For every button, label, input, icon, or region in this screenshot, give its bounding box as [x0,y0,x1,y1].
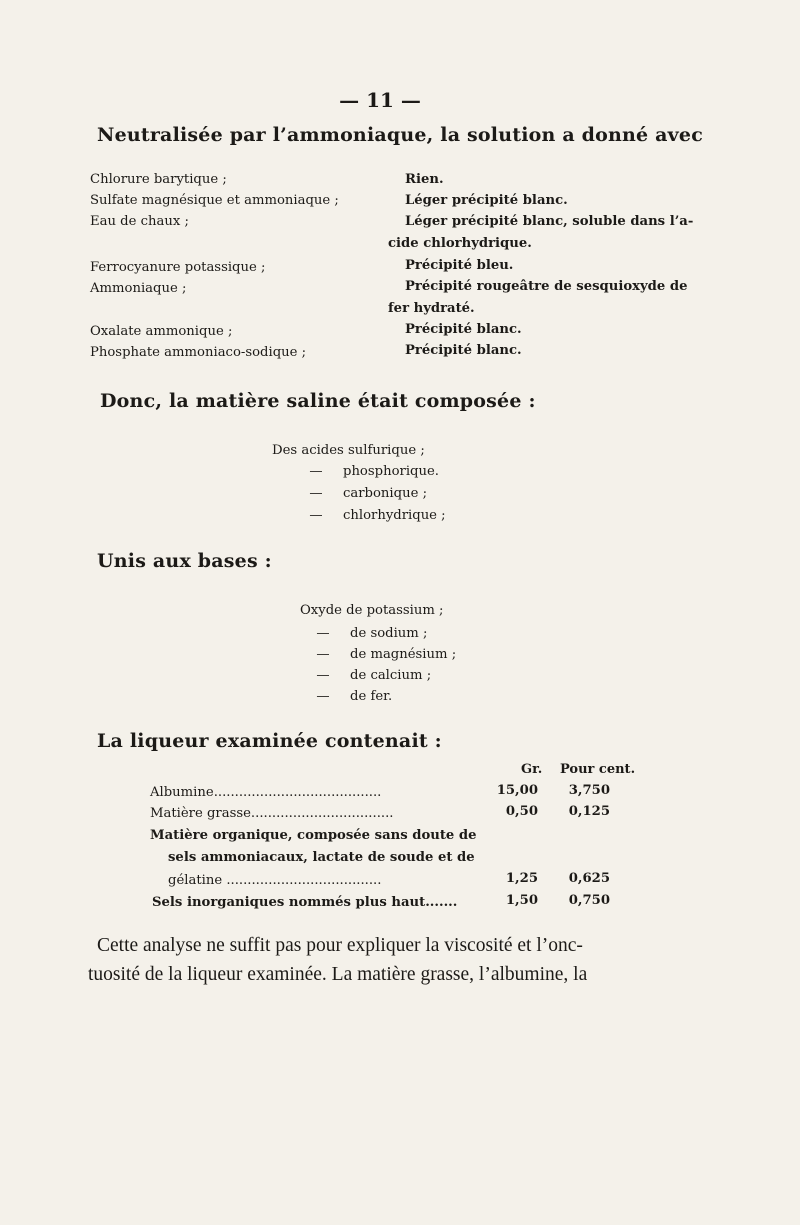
page-number: — 11 — [339,88,421,112]
reagent-name: Eau de chaux ; [90,214,189,229]
base-item: Oxyde de potassium ; [300,603,444,618]
table-row-label-continued: gélatine ..................................... [168,873,382,888]
reagent-result: Rien. [405,172,444,187]
reagent-result-continued: cide chlorhydrique. [388,236,532,251]
column-header-percent: Pour cent. [560,762,636,777]
column-header-gr: Gr. [521,762,543,777]
table-cell-percent: 0,625 [568,871,610,886]
base-item: — de fer. [312,689,392,704]
dash-mark: — [316,626,330,641]
dash-mark: — [309,464,323,479]
reagent-name: Oxalate ammonique ; [90,324,233,339]
saline-heading: Donc, la matière saline était composée : [100,390,536,412]
table-cell-percent: 3,750 [568,783,610,798]
base-item: — de sodium ; [312,626,427,641]
reagent-result-continued: fer hydraté. [388,301,475,316]
reagent-result: Léger précipité blanc. [405,193,568,208]
base-item: — de magnésium ; [312,647,456,662]
reagent-result: Précipité rougeâtre de sesquioxyde de [405,279,688,294]
table-row-label: Matière organique, composée sans doute de [150,828,477,843]
table-cell-gr: 1,25 [505,871,538,886]
table-cell-gr: 1,50 [505,893,538,908]
closing-paragraph-line: Cette analyse ne suffit pas pour expliquer la viscosité et l’onc- [97,935,583,956]
reagent-name: Chlorure barytique ; [90,172,227,187]
dash-mark: — [309,486,323,501]
reagent-name: Sulfate magnésique et ammoniaque ; [90,193,339,208]
acid-item: Des acides sulfurique ; [272,443,425,458]
reagent-result: Précipité bleu. [405,258,514,273]
base-item: — de calcium ; [312,668,431,683]
table-cell-percent: 0,125 [568,804,610,819]
table-cell-percent: 0,750 [568,893,610,908]
acid-item: — chlorhydrique ; [305,508,446,523]
bases-heading: Unis aux bases : [97,550,272,572]
closing-paragraph-line: tuosité de la liqueur examinée. La matière grasse, l’albumine, la [88,964,588,985]
dash-mark: — [316,668,330,683]
table-row-label: Matière grasse.................................. [150,806,394,821]
reagent-name: Ferrocyanure potassique ; [90,260,266,275]
table-row-label-continued: sels ammoniacaux, lactate de soude et de [168,850,475,865]
dash-mark: — [309,508,323,523]
acid-item: — phosphorique. [305,464,439,479]
table-row-label: Sels inorganiques nommés plus haut....... [152,895,458,910]
dash-mark: — [316,647,330,662]
reagent-name: Phosphate ammoniaco-sodique ; [90,345,307,360]
dash-mark: — [316,689,330,704]
table-row-label: Albumine........................................ [150,785,382,800]
reagent-result: Léger précipité blanc, soluble dans l’a- [405,214,694,229]
intro-sentence: Neutralisée par l’ammoniaque, la solution a donné avec [97,124,703,146]
table-cell-gr: 0,50 [505,804,538,819]
table-cell-gr: 15,00 [496,783,538,798]
liquor-heading: La liqueur examinée contenait : [97,730,442,752]
reagent-result: Précipité blanc. [405,343,522,358]
acid-item: — carbonique ; [305,486,427,501]
reagent-result: Précipité blanc. [405,322,522,337]
reagent-name: Ammoniaque ; [90,281,187,296]
